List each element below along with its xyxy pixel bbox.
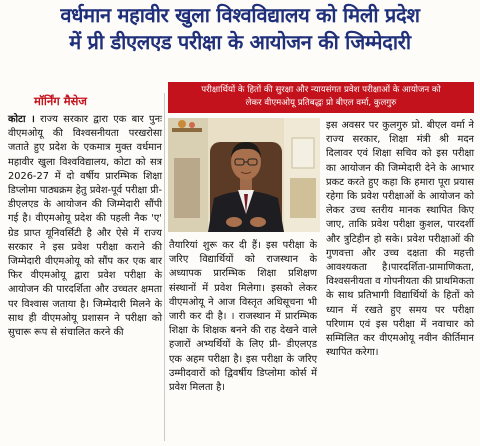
caption-line-1: परीक्षार्थियों के हितों की सुरक्षा और न्यायसंगत प्रवेश परीक्षाओं के आयोजन को: [201, 85, 441, 95]
dateline: मॉर्निंग मैसेज: [34, 94, 87, 108]
portrait-photo-icon: [168, 118, 320, 232]
headline-line-1: वर्धमान महावीर खुला विश्वविद्यालय को मिली प्रदेश: [60, 3, 420, 27]
article-lead: कोटा ।: [8, 114, 35, 125]
article-column-1: [8, 113, 162, 340]
article-column-3: इस अवसर पर कुलगुरु प्रो. बीएल वर्मा ने राज्य सरकार, शिक्षा मंत्री श्री मदन दिलावर एवं शिक्षा सचिव को इस परीक्षा का आयोजन की जिम्मेदारी देने के आभार प्रकट करते हुए कहा कि हमारा पूरा प्रयास रहेगा कि प्रवेश परीक्षाओं के आयोजन को लेकर उच्च स्तरीय मानक स्थापित किए जाए, ताकि प्रवेश परीक्षा कुशल, पारदर्शी और त्रुटिहीन हो सके। प्रवेश परीक्षाओं की गुणवत्ता और उच्च दक्षता की महत्ती आवश्यकता है।पारदर्शिता-प्रामाणिकता, विश्वसनीयता व गोपनीयता की प्राथमिकता के साथ प्रतिभागी विद्यार्थियों के हितों को ध्यान में रखते हुए समय पर परीक्षा परिणाम एवं इस परीक्षा में नवाचार को सम्मिलित कर वीएमओयू नवीन कीर्तिमान स्थापित करेगा।: [326, 120, 474, 359]
article-column-1-text: राज्य सरकार द्वारा एक बार पुनः वीएमओयू की विश्वसनीयता परखरोसा जताते हुए प्रदेश के एकमात्र मुक्त वर्धमान महावीर खुला विश्वविद्यालय, कोटा को सत्र 2026-27 में दो वर्षीय प्रारम्भिक शिक्षा डिप्लोमा पाठ्यक्रम हेतु प्रवेश-पूर्व परीक्षा प्री-डीएलएड के आयोजन की जिम्मेदारी सौंपी गई है। वीएमओयू प्रदेश की पहली नैक 'ए' ग्रेड प्राप्त यूनिवर्सिटी है और ऐसे में राज्य सरकार ने इस प्रवेश परीक्षा कराने की जिम्मेदारी वीएमओयू को सौंप कर एक बार फिर वीएमओयू द्वारा प्रवेश परीक्षा के आयोजन की पारदर्शिता और उच्चतर क्षमता पर विश्वास जताया है। जिम्मेदारी मिलने के साथ ही वीएमओयू प्रशासन ने परीक्षा को सुचारू रूप से संचालित करने की: [8, 114, 162, 339]
caption-line-2: लेकर वीएमओयू प्रतिबद्धः प्रो बीएल वर्मा, कुलगुरु: [245, 97, 397, 108]
column-divider: [164, 93, 165, 441]
article-column-2: तैयारियां शुरू कर दी हैं। इस परीक्षा के जरिए विद्यार्थियों को राजस्थान के अध्यापक प्रारम्भिक शिक्षा प्रशिक्षण संस्थानों में प्रवेश मिलेगा। इसको लेकर वीएमओयू ने आज विस्तृत अधिसूचना भी जारी कर दी है। । राजस्थान में प्रारम्भिक शिक्षा के शिक्षक बनने की राह देखने वाले हजारों अभ्यर्थियों के लिए प्री- डीएलएड एक अहम परीक्षा है। इस परीक्षा के जरिए उम्मीदवारों को द्विवर्षीय डिप्लोमा कोर्स में प्रवेश मिलता है।: [169, 240, 317, 394]
headline-line-2: में प्री डीएलएड परीक्षा के आयोजन की जिम्मेदारी: [69, 30, 411, 54]
headline: [0, 2, 480, 56]
portrait-photo: [168, 118, 320, 232]
caption-box: [168, 82, 474, 113]
